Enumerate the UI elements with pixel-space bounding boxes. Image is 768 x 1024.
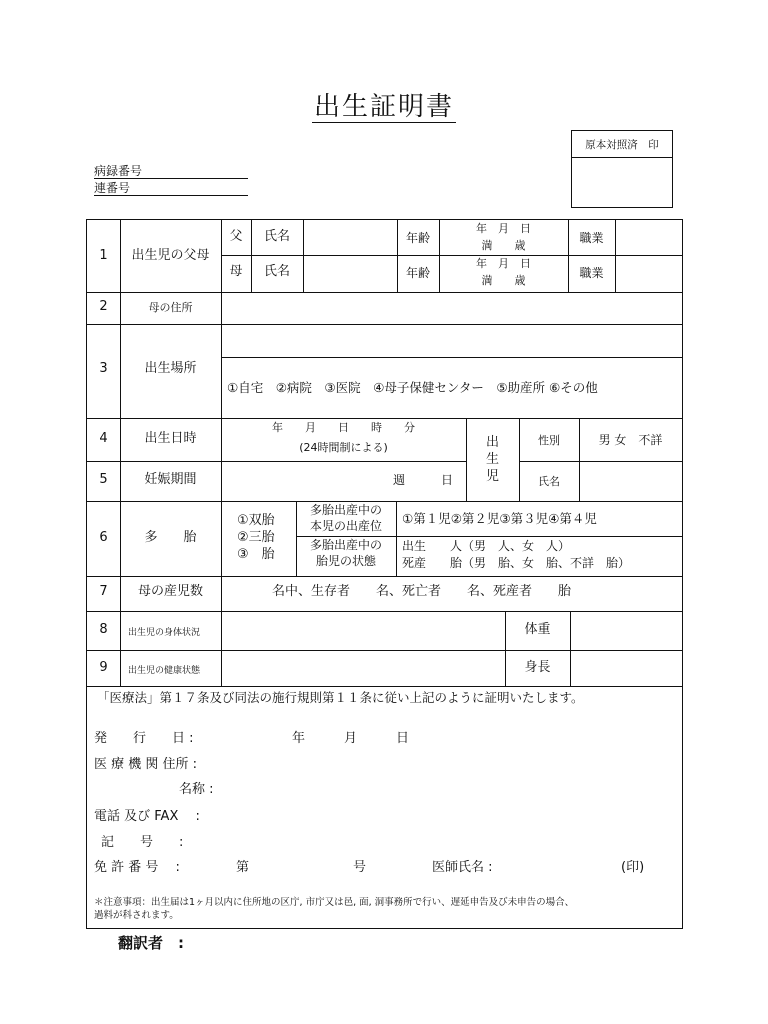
row-4-number: 4 bbox=[99, 431, 108, 446]
birth-datetime-label: 出生日時 bbox=[144, 431, 197, 446]
birth-order-label-2: 本児の出産位 bbox=[309, 519, 382, 533]
birth-datetime-fields: 年 月 日 時 分 bbox=[272, 421, 415, 434]
row-7-number: 7 bbox=[99, 584, 108, 599]
notice-line-1: ＊注意事項：出生届は1ヶ月以内に住所地の区庁, 市庁又は邑, 面, 洞事務所で行い、遅延申告及び未申告の場合、 bbox=[94, 897, 575, 908]
notice-line-2: 過料が科されます。 bbox=[94, 910, 179, 921]
certification-statement: 「医療法」第１７条及び同法の施行規則第１１条に従い上記のように証明いたします。 bbox=[97, 690, 584, 705]
mother-age-label: 年齢 bbox=[405, 266, 430, 280]
row-6-number: 6 bbox=[99, 530, 108, 545]
original-verified-stamp-box bbox=[571, 130, 673, 208]
father-age-label: 年齢 bbox=[405, 231, 430, 245]
birth-datetime-note: (24時間制による) bbox=[299, 441, 388, 454]
license-dai: 第 bbox=[236, 860, 250, 875]
row-5-number: 5 bbox=[99, 472, 108, 487]
parents-label: 出生児の父母 bbox=[131, 248, 210, 263]
fetus-state-label-1: 多胎出産中の bbox=[309, 538, 382, 552]
birth-order-label-1: 多胎出産中の bbox=[309, 503, 382, 517]
translator-label: 翻訳者 : bbox=[118, 934, 184, 952]
child-sex-options: 男 女 不詳 bbox=[598, 433, 663, 447]
mother-full-age: 満 歳 bbox=[481, 274, 526, 287]
license-number-label: 免 許 番 号 : bbox=[94, 860, 180, 875]
symbol-label: 記 号 : bbox=[101, 835, 184, 850]
row-9-number: 9 bbox=[99, 660, 108, 675]
doctor-name-label: 医師氏名 : bbox=[432, 860, 493, 875]
stamp-box-label: 原本対照済 印 bbox=[572, 131, 672, 158]
mother-label: 母 bbox=[229, 264, 243, 279]
institution-name-label: 名称 : bbox=[179, 782, 214, 797]
row-1-number: 1 bbox=[99, 248, 108, 263]
tel-fax-label: 電話 及び FAX : bbox=[94, 809, 200, 824]
mother-children-count-label: 母の産児数 bbox=[137, 584, 203, 599]
mother-birth-date: 年 月 日 bbox=[476, 257, 531, 270]
gestation-period-label: 妊娠期間 bbox=[144, 472, 197, 487]
doctor-seal: (印) bbox=[621, 860, 645, 875]
medical-record-number-field: 病録番号 bbox=[94, 164, 248, 179]
child-sex-label: 性別 bbox=[538, 434, 560, 447]
multiple-birth-label: 多 胎 bbox=[144, 530, 197, 545]
father-label: 父 bbox=[229, 229, 243, 244]
father-occupation-label: 職業 bbox=[579, 231, 604, 245]
birthplace-options: ①自宅 ②病院 ③医院 ④母子保健センター ⑤助産所 ⑥その他 bbox=[227, 380, 598, 395]
health-condition-label: 出生児の健康状態 bbox=[128, 666, 201, 676]
row-3-number: 3 bbox=[99, 361, 108, 376]
institution-address-label: 医 療 機 関 住所 : bbox=[94, 757, 198, 772]
issue-date-label: 発 行 日 : bbox=[94, 731, 194, 746]
child-name-label: 氏名 bbox=[538, 475, 560, 488]
license-go: 号 bbox=[353, 860, 367, 875]
mother-occupation-label: 職業 bbox=[579, 266, 604, 280]
serial-number-field: 連番号 bbox=[94, 181, 248, 196]
mother-name-label: 氏名 bbox=[263, 264, 290, 279]
father-full-age: 満 歳 bbox=[481, 239, 526, 252]
multiple-stillbirths-count: 死産 胎（男 胎、女 胎、不詳 胎） bbox=[402, 556, 631, 570]
physical-condition-label: 出生児の身体状況 bbox=[128, 628, 201, 638]
fetus-state-label-2: 胎児の状態 bbox=[315, 554, 376, 568]
issue-date-fields: 年 月 日 bbox=[292, 731, 410, 746]
multiple-birth-type-twins: ①双胎 bbox=[237, 513, 275, 528]
birth-certificate-form bbox=[86, 219, 683, 929]
child-label-2: 生 bbox=[485, 452, 499, 467]
gestation-weeks-days: 週 日 bbox=[393, 473, 454, 487]
row-8-number: 8 bbox=[99, 622, 108, 637]
multiple-birth-type-other: ③ 胎 bbox=[237, 547, 275, 562]
birthplace-label: 出生場所 bbox=[144, 361, 197, 376]
child-label-1: 出 bbox=[485, 435, 499, 450]
page-title: 出生証明書 bbox=[313, 92, 454, 122]
father-name-label: 氏名 bbox=[263, 229, 290, 244]
child-label-3: 児 bbox=[485, 469, 499, 484]
father-birth-date: 年 月 日 bbox=[476, 222, 531, 235]
row-2-number: 2 bbox=[99, 299, 108, 314]
mother-children-count-fields: 名中、生存者 名、死亡者 名、死産者 胎 bbox=[272, 584, 572, 599]
weight-label: 体重 bbox=[524, 622, 551, 637]
mother-address-label: 母の住所 bbox=[148, 301, 193, 314]
birth-order-options: ①第１児②第２児③第３児④第４児 bbox=[402, 511, 597, 526]
height-label: 身長 bbox=[524, 660, 551, 675]
multiple-birth-type-triplets: ②三胎 bbox=[237, 530, 275, 545]
multiple-births-count: 出生 人（男 人、女 人） bbox=[402, 539, 571, 553]
